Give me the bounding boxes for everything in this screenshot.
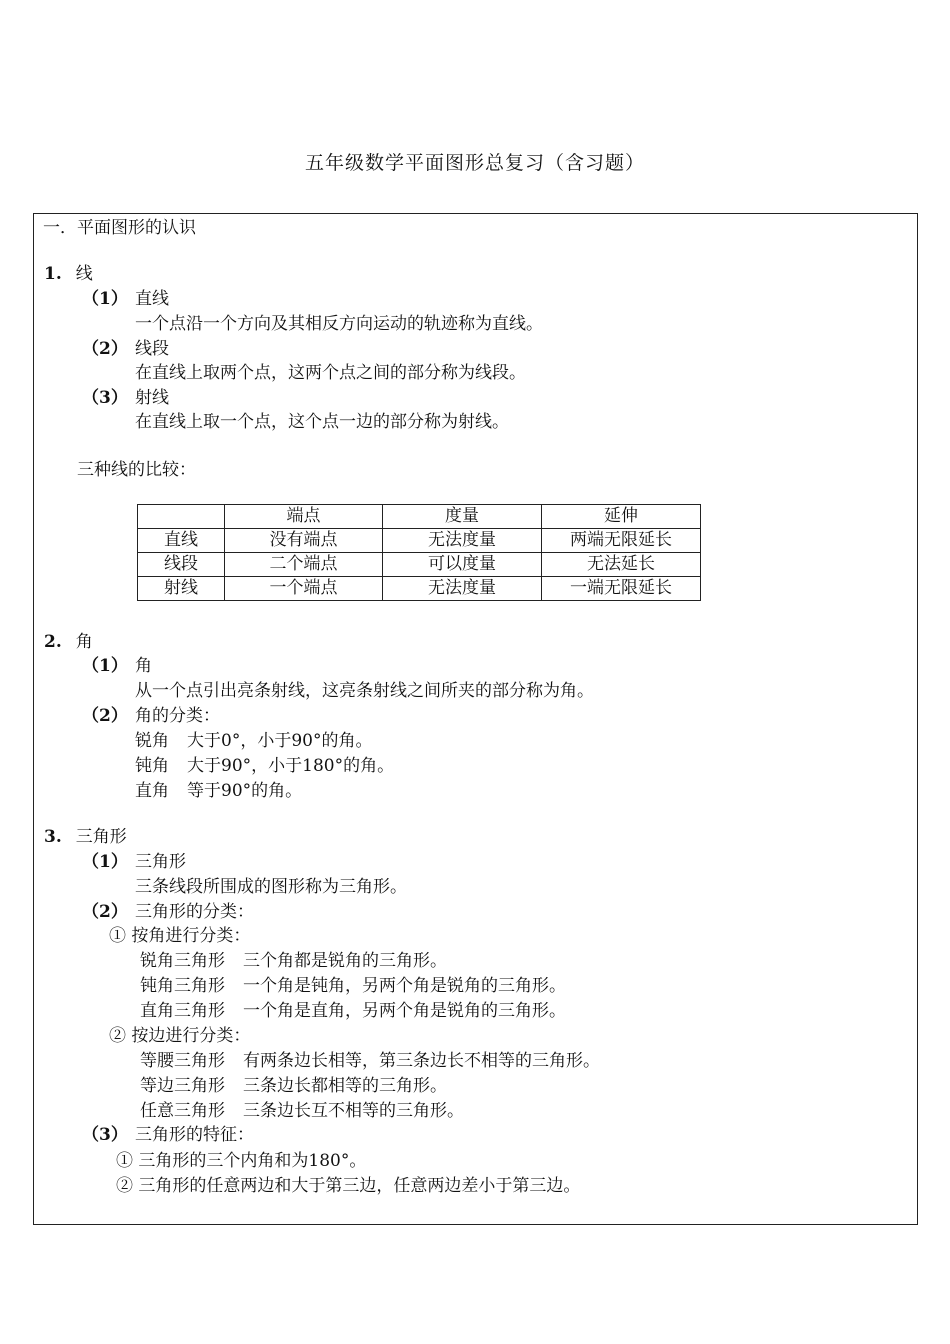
table-header-row — [138, 505, 701, 529]
table-row — [138, 577, 701, 601]
triangle-type-name: 锐角三角形 — [140, 951, 225, 971]
item-description: 从一个点引出亮条射线，这亮条射线之间所夹的部分称为角。 — [135, 681, 594, 701]
angle-type-desc: 大于0°，小于90°的角。 — [187, 731, 373, 751]
table-cell: 一个端点 — [225, 577, 383, 601]
subsection-title: 三角形 — [75, 827, 127, 847]
table-cell: 无法延长 — [542, 553, 701, 577]
triangle-type — [140, 975, 566, 997]
subsection-title: 角 — [75, 632, 93, 652]
angle-type-name: 钝角 — [135, 756, 169, 776]
table-cell: 直线 — [138, 529, 225, 553]
triangle-type-name: 等边三角形 — [140, 1076, 225, 1096]
triangle-type — [140, 1100, 464, 1122]
table-cell: 一端无限延长 — [542, 577, 701, 601]
section-heading: 一．平面图形的认识 — [43, 218, 196, 238]
angle-type — [135, 780, 302, 802]
item-description: 一个点沿一个方向及其相反方向运动的轨迹称为直线。 — [135, 314, 543, 334]
table-cell: 无法度量 — [383, 577, 542, 601]
item-name: 线段 — [135, 339, 169, 359]
item-name: 三角形的分类： — [135, 902, 254, 922]
item-name: 三角形的特征： — [135, 1125, 254, 1145]
table-cell: 无法度量 — [383, 529, 542, 553]
item-name: 角的分类： — [135, 706, 220, 726]
triangle-feature: ① 三角形的三个内角和为180°。 — [116, 1151, 367, 1171]
angle-type-name: 锐角 — [135, 731, 169, 751]
classification-label: ② 按边进行分类： — [109, 1026, 251, 1046]
item-number: （2） — [82, 706, 128, 726]
item-number: （1） — [82, 656, 128, 676]
item-number: （1） — [82, 289, 128, 309]
triangle-type-name: 直角三角形 — [140, 1001, 225, 1021]
triangle-type — [140, 1000, 566, 1022]
triangle-type-desc: 一个角是直角，另两个角是锐角的三角形。 — [243, 1001, 566, 1021]
item-description: 在直线上取一个点，这个点一边的部分称为射线。 — [135, 412, 509, 432]
table-row — [138, 553, 701, 577]
triangle-type-name: 等腰三角形 — [140, 1051, 225, 1071]
triangle-type-name: 任意三角形 — [140, 1101, 225, 1121]
triangle-type-desc: 三条边长都相等的三角形。 — [243, 1076, 447, 1096]
item-description: 三条线段所围成的图形称为三角形。 — [135, 877, 407, 897]
item-number: （3） — [82, 388, 128, 408]
table-header-cell: 延伸 — [542, 505, 701, 529]
triangle-feature: ② 三角形的任意两边和大于第三边，任意两边差小于第三边。 — [116, 1176, 581, 1196]
item-number: （1） — [82, 852, 128, 872]
angle-type-desc: 等于90°的角。 — [187, 781, 303, 801]
table-row — [138, 529, 701, 553]
subsection-lines-heading — [44, 263, 93, 285]
item-number: （2） — [82, 339, 128, 359]
table-header-cell — [138, 505, 225, 529]
item-name: 直线 — [135, 289, 169, 309]
item-name: 三角形 — [135, 852, 186, 872]
angle-type-name: 直角 — [135, 781, 169, 801]
subsection-number: 1. — [44, 264, 62, 284]
triangle-type-desc: 三条边长互不相等的三角形。 — [243, 1101, 464, 1121]
triangle-type — [140, 950, 447, 972]
subsection-number: 3. — [44, 827, 62, 847]
content-frame — [33, 213, 918, 1225]
subsection-angles-heading — [44, 631, 93, 653]
triangle-type — [140, 1075, 447, 1097]
triangle-type-desc: 有两条边长相等，第三条边长不相等的三角形。 — [243, 1051, 600, 1071]
table-cell: 没有端点 — [225, 529, 383, 553]
item-number: （2） — [82, 902, 128, 922]
item-name: 射线 — [135, 388, 169, 408]
table-header-cell: 度量 — [383, 505, 542, 529]
angle-type-desc: 大于90°，小于180°的角。 — [187, 756, 395, 776]
angle-type — [135, 755, 394, 777]
table-cell: 线段 — [138, 553, 225, 577]
comparison-label: 三种线的比较： — [77, 460, 196, 480]
triangle-type-desc: 三个角都是锐角的三角形。 — [243, 951, 447, 971]
item-name: 角 — [135, 656, 152, 676]
subsection-number: 2. — [44, 632, 62, 652]
item-number: （3） — [82, 1125, 128, 1145]
triangle-type-desc: 一个角是钝角，另两个角是锐角的三角形。 — [243, 976, 566, 996]
table-cell: 两端无限延长 — [542, 529, 701, 553]
triangle-type — [140, 1050, 600, 1072]
subsection-triangles-heading — [44, 826, 127, 848]
item-description: 在直线上取两个点，这两个点之间的部分称为线段。 — [135, 363, 526, 383]
angle-type — [135, 730, 372, 752]
subsection-title: 线 — [75, 264, 93, 284]
table-cell: 二个端点 — [225, 553, 383, 577]
triangle-type-name: 钝角三角形 — [140, 976, 225, 996]
line-comparison-table — [137, 504, 701, 601]
table-cell: 可以度量 — [383, 553, 542, 577]
classification-label: ① 按角进行分类： — [109, 926, 251, 946]
table-header-cell: 端点 — [225, 505, 383, 529]
page-title: 五年级数学平面图形总复习（含习题） — [304, 152, 645, 174]
table-cell: 射线 — [138, 577, 225, 601]
